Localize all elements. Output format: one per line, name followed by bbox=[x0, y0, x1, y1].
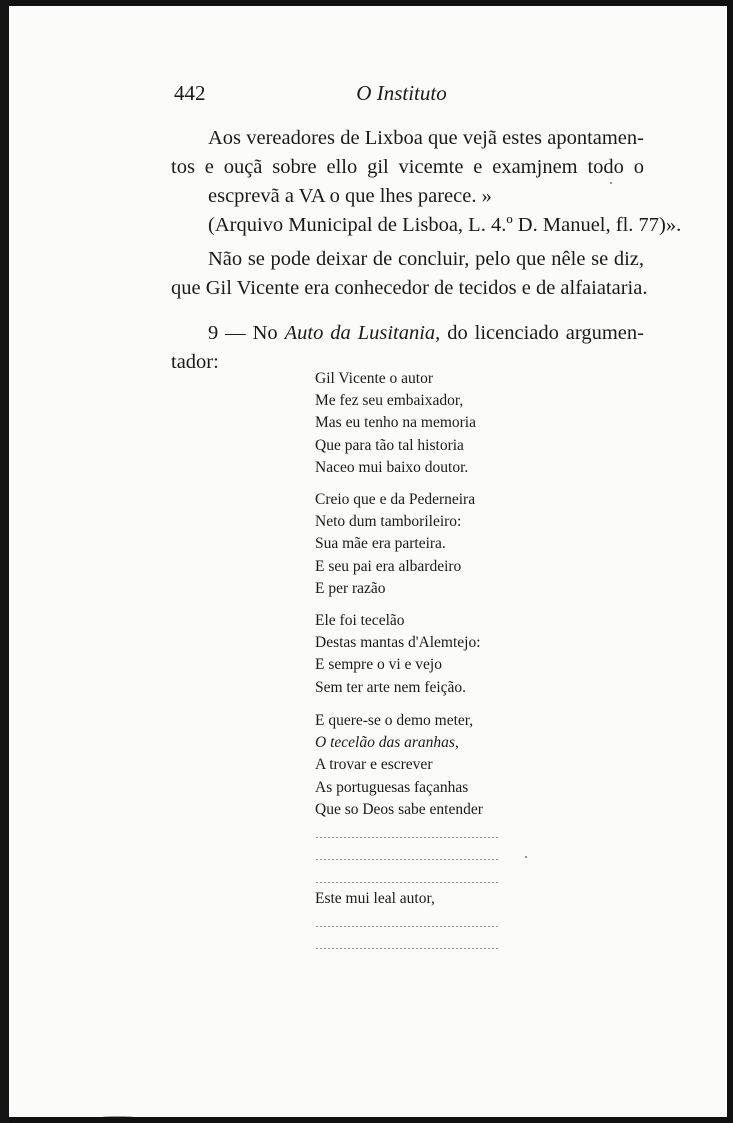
verse-line: A trovar e escrever bbox=[315, 756, 433, 774]
ellipsis-line bbox=[315, 843, 498, 865]
scan-speck bbox=[525, 856, 527, 858]
verse-line: As portuguesas façanhas bbox=[315, 778, 469, 796]
verse-line: E per razão bbox=[315, 579, 386, 597]
paragraph-line: tador: bbox=[171, 351, 219, 373]
paragraph-line bbox=[171, 319, 644, 348]
section-dash: — No bbox=[218, 322, 285, 344]
verse-line: Naceo mui baixo doutor. bbox=[315, 458, 469, 476]
verse-line: Me fez seu embaixador, bbox=[315, 392, 464, 410]
ellipsis-line bbox=[315, 932, 498, 954]
section-text: do licenciado argumen- bbox=[440, 322, 644, 344]
ellipsis-line bbox=[315, 865, 498, 887]
verse-line-italic: O tecelão das aranhas, bbox=[315, 734, 459, 752]
scan-speck bbox=[610, 182, 612, 184]
section-number: 9 bbox=[208, 322, 219, 344]
ellipsis-line bbox=[315, 821, 498, 843]
stanza bbox=[315, 710, 498, 954]
stanza bbox=[315, 489, 475, 600]
verse-line: Que para tão tal historia bbox=[315, 436, 464, 454]
ellipsis-line bbox=[315, 910, 498, 932]
verse-line: E seu pai era albardeiro bbox=[315, 557, 462, 575]
scan-mark bbox=[103, 1116, 133, 1117]
verse-line: Sem ter arte nem feição. bbox=[315, 678, 467, 696]
verse-line: Sua mãe era parteira. bbox=[315, 535, 446, 553]
verse-line: Ele foi tecelão bbox=[315, 612, 405, 629]
stanza bbox=[315, 368, 476, 479]
quote-line: escprevã a VA o que lhes parece. » bbox=[208, 185, 492, 207]
running-title: O Instituto bbox=[356, 81, 447, 105]
quoted-document bbox=[171, 124, 682, 240]
verse-line: Mas eu tenho na memoria bbox=[315, 414, 476, 432]
paragraph-line: Não se pode deixar de concluir, pelo que nêle se diz, bbox=[208, 248, 644, 270]
verse-line: Destas mantas d'Alemtejo: bbox=[315, 634, 481, 652]
verse-line: Gil Vicente o autor bbox=[315, 370, 434, 387]
verse-line: Creio que e da Pederneira bbox=[315, 491, 476, 508]
quote-line: Aos vereadores de Lixboa que vejã estes apontamen- bbox=[208, 127, 644, 149]
archive-citation: (Arquivo Municipal de Lisboa, L. 4.º D. Manuel, fl. 77)». bbox=[208, 214, 682, 236]
verse-line: E sempre o vi e vejo bbox=[315, 656, 442, 674]
page-number: 442 bbox=[174, 81, 206, 105]
verse-line: Este mui leal autor, bbox=[315, 889, 435, 907]
conclusion-paragraph bbox=[171, 245, 648, 303]
paragraph-line: que Gil Vicente era conhecedor de tecidos e de alfaiataria. bbox=[171, 277, 648, 299]
page-header bbox=[168, 81, 635, 107]
verse-line: Que so Deos sabe entender bbox=[315, 800, 483, 818]
work-title: Auto da Lusitania, bbox=[284, 322, 441, 344]
stanza bbox=[315, 610, 481, 699]
verse-line: E quere-se o demo meter, bbox=[315, 712, 474, 729]
quote-line: tos e ouçã sobre ello gil vicemte e examjnem todo o bbox=[171, 156, 644, 178]
verse-line: Neto dum tamborileiro: bbox=[315, 513, 462, 531]
